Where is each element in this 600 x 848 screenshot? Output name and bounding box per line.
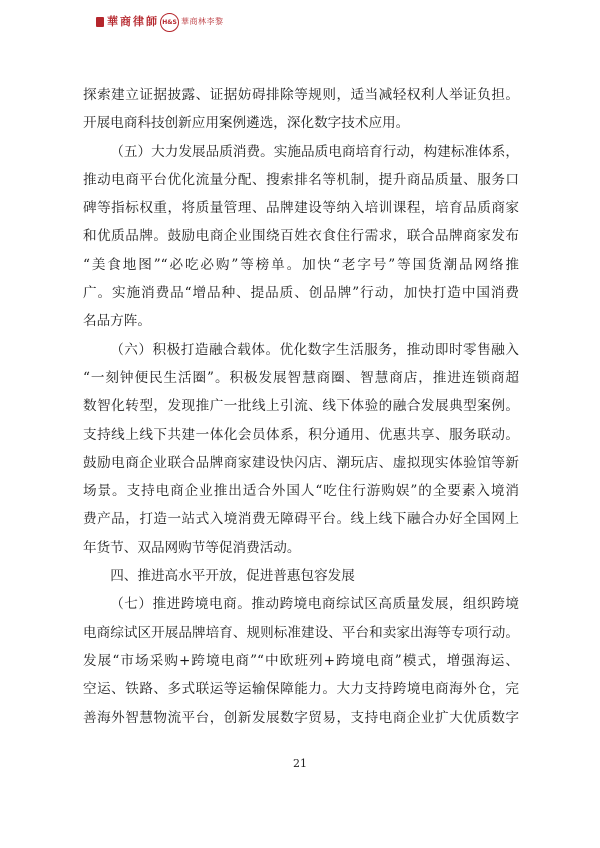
law-firm-logo: 華商律師: [107, 15, 159, 28]
text-line: 碑等指标权重，将质量管理、品牌建设等纳入培训课程，培育品质商家: [83, 200, 519, 217]
text-line: 鼓励电商企业联合品牌商家建设快闪店、潮玩店、虚拟现实体验馆等新: [83, 454, 519, 471]
text-line: 电商综试区开展品牌培育、规则标准建设、平台和卖家出海等专项行动。: [83, 624, 519, 641]
seal-icon: [96, 17, 104, 27]
text-line: 空运、铁路、多式联运等运输保障能力。大力支持跨境电商海外仓，完: [83, 681, 519, 698]
text-line: 数智化转型，发现推广一批线上引流、线下体验的融合发展典型案例。: [83, 398, 519, 415]
section-heading: 四、推进高水平开放，促进普惠包容发展: [110, 568, 355, 585]
document-header: [95, 11, 235, 37]
text-line: 善海外智慧物流平台，创新发展数字贸易，支持电商企业扩大优质数字: [83, 709, 519, 726]
text-line: 开展电商科技创新应用案例遴选，深化数字技术应用。: [83, 115, 410, 132]
partner-firm-logo: 華商林李黎: [181, 17, 224, 26]
text-line: 和优质品牌。鼓励电商企业围绕百姓衣食住行需求，联合品牌商家发布: [83, 228, 519, 245]
text-line: 场景。支持电商企业推出适合外国人“吃住行游购娱”的全要素入境消: [83, 483, 519, 500]
text-line: 探索建立证据披露、证据妨碍排除等规则，适当减轻权利人举证负担。: [83, 87, 519, 103]
text-line: 年货节、双品网购节等促消费活动。: [83, 539, 301, 556]
paragraph-start-line: （六）积极打造融合载体。优化数字生活服务，推动即时零售融入: [110, 341, 519, 358]
text-line: 支持线上线下共建一体化会员体系，积分通用、优惠共享、服务联动。: [83, 426, 519, 443]
text-line: 费产品，打造一站式入境消费无障碍平台。线上线下融合办好全国网上: [83, 511, 519, 528]
paragraph-start-line: （五）大力发展品质消费。实施品质电商培育行动，构建标准体系，: [110, 143, 519, 160]
text-line: 推动电商平台优化流量分配、搜索排名等机制，提升商品质量、服务口: [83, 171, 519, 188]
page-number: 21: [293, 757, 307, 770]
text-line: 发展“市场采购+跨境电商”“中欧班列+跨境电商”模式，增强海运、: [83, 652, 519, 669]
paragraph-start-line: （七）推进跨境电商。推动跨境电商综试区高质量发展，组织跨境: [110, 596, 519, 613]
text-line: “美食地图”“必吃必购”等榜单。加快“老字号”等国货潮品网络推: [83, 256, 519, 273]
document-body: [83, 81, 519, 732]
text-line: 名品方阵。: [83, 313, 151, 330]
text-line: “一刻钟便民生活圈”。积极发展智慧商圈、智慧商店，推进连锁商超: [83, 369, 519, 386]
text-line: 广。实施消费品“增品种、提品质、创品牌”行动，加快打造中国消费: [83, 285, 519, 302]
hs-logo-icon: H&S: [160, 13, 179, 32]
